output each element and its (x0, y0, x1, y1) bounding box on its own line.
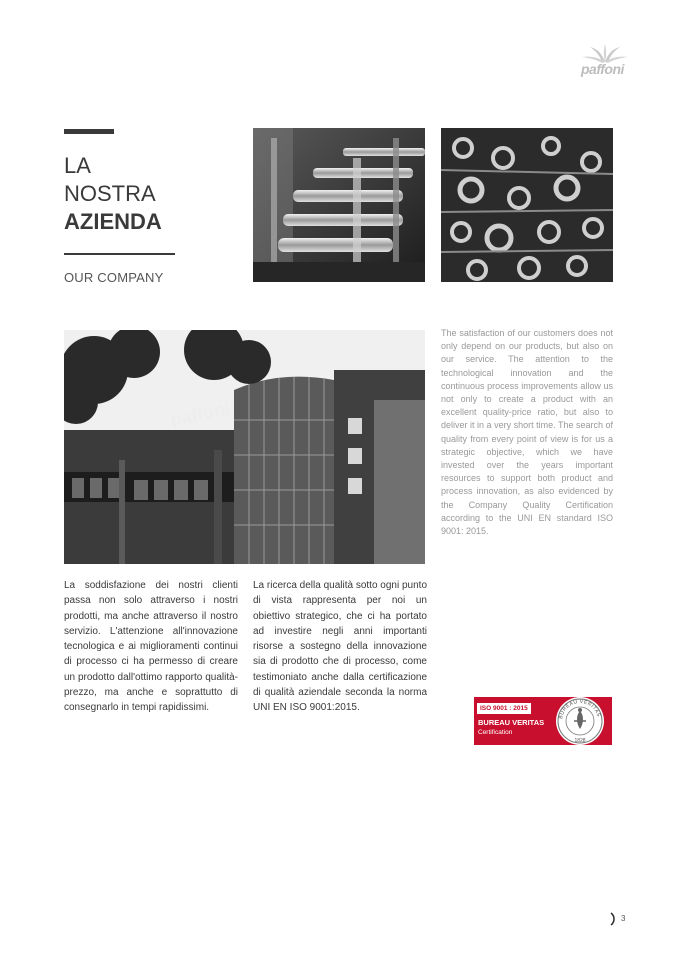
seal-text: BUREAU VERITAS (558, 698, 602, 720)
title-line-1: LA (64, 153, 91, 178)
english-paragraph: The satisfaction of our customers does not only depend on our products, but also on our service. The attention to the technological innovation and the continuous process improvements allow us not only to create a product with an excellent quality-price ratio, but also to deliver it in a very short time. The search of quality from every point of view is for us a strategic objective, which we have invested over the years important resources to support both product and process innovation, as also evidenced by the Company Quality Certification according to the UNI EN standard ISO 9001: 2015. (441, 328, 613, 537)
italian-paragraph-left: La soddisfazione dei nostri clienti passa non solo attraverso i nostri prodotti, ma anche attraverso il nostro servizio. L'attenzione all'innovazione tecnologica e ai miglioramenti continui di processo ci ha permesso di creare un prodotto dall'ottimo rapporto qualità-prezzo, ma anche e soprattutto di consegnarlo in tempi rapidissimi. (64, 580, 238, 714)
building-sign: paffoni (168, 397, 232, 430)
title-line-3: AZIENDA (64, 209, 162, 234)
certification-iso-label: ISO 9001 : 2015 (477, 703, 531, 714)
certification-type: Certification (478, 729, 513, 736)
photo-production-line (253, 128, 425, 282)
title-divider (64, 253, 175, 255)
certification-badge (474, 697, 612, 745)
logo-wordmark: paffoni (581, 61, 624, 77)
page-title (64, 152, 162, 236)
page-number: 3 (621, 914, 626, 923)
title-line-2: NOSTRA (64, 181, 156, 206)
photo-components-rack (441, 128, 613, 282)
page-ornament-icon (609, 912, 617, 926)
italian-paragraph-right: La ricerca della qualità sotto ogni punto di vista rappresenta per noi un obiettivo strategico, che ci ha portato ad investire negli anni importanti risorse a sostegno della innovazione sia di prodotto che di processo, come testimoniato anche dalla certificazione di qualità aziendale seconda la norma UNI EN ISO 9001:2015. (253, 580, 428, 714)
page-subtitle: OUR COMPANY (64, 270, 164, 285)
certification-name: BUREAU VERITAS (478, 718, 545, 727)
title-accent-bar (64, 129, 114, 134)
paffoni-logo (578, 44, 632, 80)
bureau-veritas-seal-icon (552, 693, 608, 749)
seal-year: 1828 (574, 738, 586, 744)
photo-company-building (64, 330, 425, 564)
